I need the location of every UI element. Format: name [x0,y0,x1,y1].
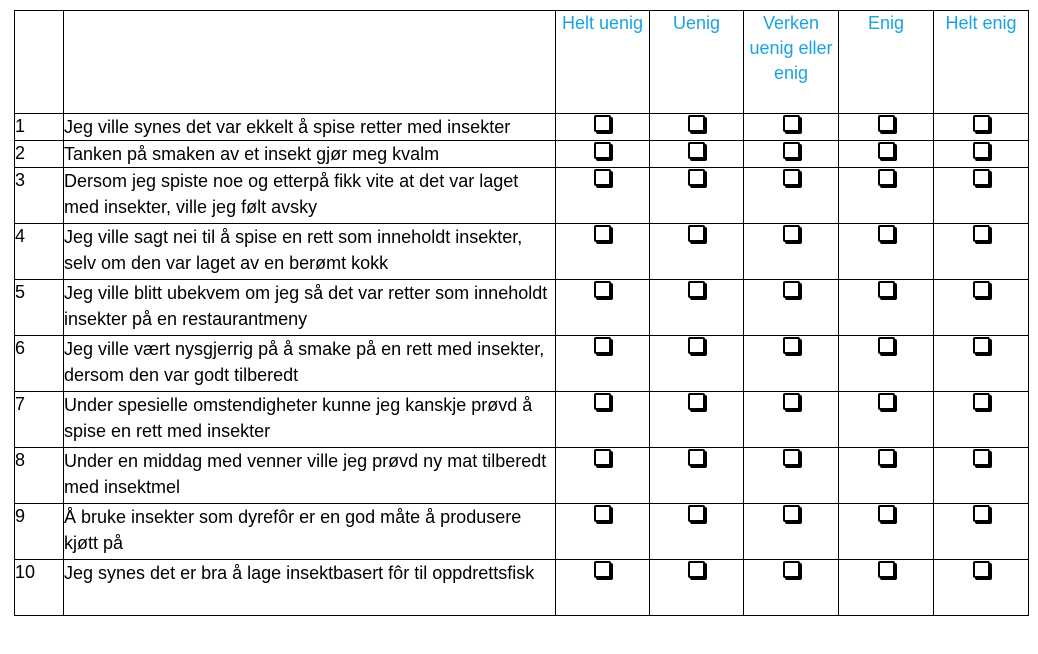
checkbox-uenig[interactable] [688,337,705,354]
item-number: 3 [15,168,64,224]
response-cell-uenig [650,280,744,336]
response-cell-helt-enig [934,448,1029,504]
response-cell-verken-uenig-eller-enig [744,141,839,168]
response-cell-enig [839,560,934,616]
checkbox-verken-uenig-eller-enig[interactable] [783,449,800,466]
response-cell-helt-enig [934,224,1029,280]
checkbox-verken-uenig-eller-enig[interactable] [783,393,800,410]
response-cell-verken-uenig-eller-enig [744,224,839,280]
checkbox-enig[interactable] [878,142,895,159]
response-cell-enig [839,224,934,280]
item-statement: Jeg ville sagt nei til å spise en rett som inneholdt insekter, selv om den var laget av en berømt kokk [64,224,556,280]
response-cell-helt-uenig [556,392,650,448]
checkbox-helt-uenig[interactable] [594,115,611,132]
item-number: 9 [15,504,64,560]
checkbox-helt-uenig[interactable] [594,337,611,354]
response-cell-enig [839,504,934,560]
item-number: 4 [15,224,64,280]
response-cell-enig [839,392,934,448]
response-cell-enig [839,280,934,336]
response-cell-helt-uenig [556,224,650,280]
response-cell-enig [839,114,934,141]
item-statement: Jeg ville blitt ubekvem om jeg så det var retter som inneholdt insekter på en restaurantmeny [64,280,556,336]
checkbox-uenig[interactable] [688,505,705,522]
response-cell-helt-enig [934,336,1029,392]
checkbox-uenig[interactable] [688,281,705,298]
checkbox-helt-uenig[interactable] [594,393,611,410]
response-cell-helt-uenig [556,280,650,336]
response-cell-helt-enig [934,114,1029,141]
response-cell-helt-enig [934,392,1029,448]
checkbox-helt-uenig[interactable] [594,281,611,298]
checkbox-uenig[interactable] [688,169,705,186]
response-cell-verken-uenig-eller-enig [744,168,839,224]
checkbox-verken-uenig-eller-enig[interactable] [783,561,800,578]
checkbox-uenig[interactable] [688,225,705,242]
table-row [15,448,1029,504]
checkbox-helt-enig[interactable] [973,449,990,466]
table-row [15,392,1029,448]
table-row [15,224,1029,280]
response-cell-verken-uenig-eller-enig [744,336,839,392]
checkbox-enig[interactable] [878,393,895,410]
checkbox-helt-enig[interactable] [973,169,990,186]
checkbox-helt-enig[interactable] [973,505,990,522]
item-statement: Tanken på smaken av et insekt gjør meg kvalm [64,141,556,168]
response-cell-uenig [650,560,744,616]
checkbox-verken-uenig-eller-enig[interactable] [783,337,800,354]
checkbox-uenig[interactable] [688,115,705,132]
checkbox-enig[interactable] [878,281,895,298]
item-number: 8 [15,448,64,504]
checkbox-verken-uenig-eller-enig[interactable] [783,505,800,522]
item-number: 10 [15,560,64,616]
item-statement: Under spesielle omstendigheter kunne jeg kanskje prøvd å spise en rett med insekter [64,392,556,448]
header-uenig: Uenig [650,11,744,114]
likert-table [14,10,1029,616]
table-row [15,280,1029,336]
response-cell-enig [839,168,934,224]
header-row [15,11,1029,114]
checkbox-uenig[interactable] [688,561,705,578]
checkbox-enig[interactable] [878,561,895,578]
response-cell-helt-enig [934,504,1029,560]
response-cell-uenig [650,448,744,504]
response-cell-verken-uenig-eller-enig [744,114,839,141]
item-number: 7 [15,392,64,448]
table-row [15,114,1029,141]
checkbox-helt-enig[interactable] [973,337,990,354]
checkbox-enig[interactable] [878,115,895,132]
header-helt-uenig: Helt uenig [556,11,650,114]
response-cell-helt-uenig [556,336,650,392]
item-number: 2 [15,141,64,168]
checkbox-verken-uenig-eller-enig[interactable] [783,225,800,242]
response-cell-enig [839,141,934,168]
response-cell-verken-uenig-eller-enig [744,560,839,616]
table-row [15,504,1029,560]
checkbox-enig[interactable] [878,449,895,466]
response-cell-uenig [650,168,744,224]
checkbox-helt-enig[interactable] [973,561,990,578]
item-number: 6 [15,336,64,392]
checkbox-helt-uenig[interactable] [594,561,611,578]
response-cell-helt-enig [934,141,1029,168]
response-cell-verken-uenig-eller-enig [744,392,839,448]
header-enig: Enig [839,11,934,114]
response-cell-helt-uenig [556,141,650,168]
response-cell-uenig [650,504,744,560]
checkbox-enig[interactable] [878,505,895,522]
response-cell-helt-uenig [556,560,650,616]
checkbox-uenig[interactable] [688,393,705,410]
response-cell-verken-uenig-eller-enig [744,448,839,504]
checkbox-enig[interactable] [878,225,895,242]
response-cell-uenig [650,114,744,141]
checkbox-helt-uenig[interactable] [594,169,611,186]
response-cell-helt-uenig [556,114,650,141]
checkbox-helt-uenig[interactable] [594,505,611,522]
table-row [15,141,1029,168]
item-number: 5 [15,280,64,336]
checkbox-helt-enig[interactable] [973,225,990,242]
likert-table-body [15,11,1029,616]
item-number: 1 [15,114,64,141]
response-cell-helt-enig [934,168,1029,224]
response-cell-helt-uenig [556,168,650,224]
checkbox-uenig[interactable] [688,142,705,159]
response-cell-uenig [650,392,744,448]
item-statement: Jeg ville vært nysgjerrig på å smake på en rett med insekter, dersom den var godt tilberedt [64,336,556,392]
checkbox-verken-uenig-eller-enig[interactable] [783,115,800,132]
checkbox-verken-uenig-eller-enig[interactable] [783,169,800,186]
checkbox-uenig[interactable] [688,449,705,466]
response-cell-uenig [650,141,744,168]
response-cell-uenig [650,336,744,392]
item-statement: Jeg synes det er bra å lage insektbasert fôr til oppdrettsfisk [64,560,556,616]
checkbox-helt-enig[interactable] [973,142,990,159]
item-statement: Å bruke insekter som dyrefôr er en god måte å produsere kjøtt på [64,504,556,560]
item-statement: Under en middag med venner ville jeg prøvd ny mat tilberedt med insektmel [64,448,556,504]
header-helt-enig: Helt enig [934,11,1029,114]
response-cell-enig [839,448,934,504]
response-cell-helt-uenig [556,448,650,504]
checkbox-verken-uenig-eller-enig[interactable] [783,142,800,159]
table-row [15,336,1029,392]
checkbox-helt-enig[interactable] [973,281,990,298]
response-cell-verken-uenig-eller-enig [744,504,839,560]
table-row [15,168,1029,224]
item-statement: Dersom jeg spiste noe og etterpå fikk vite at det var laget med insekter, ville jeg følt avsky [64,168,556,224]
checkbox-enig[interactable] [878,169,895,186]
checkbox-helt-enig[interactable] [973,393,990,410]
checkbox-helt-uenig[interactable] [594,225,611,242]
response-cell-helt-uenig [556,504,650,560]
item-statement: Jeg ville synes det var ekkelt å spise retter med insekter [64,114,556,141]
response-cell-verken-uenig-eller-enig [744,280,839,336]
response-cell-helt-enig [934,280,1029,336]
response-cell-enig [839,336,934,392]
response-cell-uenig [650,224,744,280]
header-number-cell [15,11,64,114]
header-statement-cell [64,11,556,114]
header-verken-uenig-eller-enig: Verken uenig eller enig [744,11,839,114]
checkbox-helt-enig[interactable] [973,115,990,132]
response-cell-helt-enig [934,560,1029,616]
checkbox-helt-uenig[interactable] [594,142,611,159]
table-row [15,560,1029,616]
checkbox-enig[interactable] [878,337,895,354]
checkbox-helt-uenig[interactable] [594,449,611,466]
checkbox-verken-uenig-eller-enig[interactable] [783,281,800,298]
